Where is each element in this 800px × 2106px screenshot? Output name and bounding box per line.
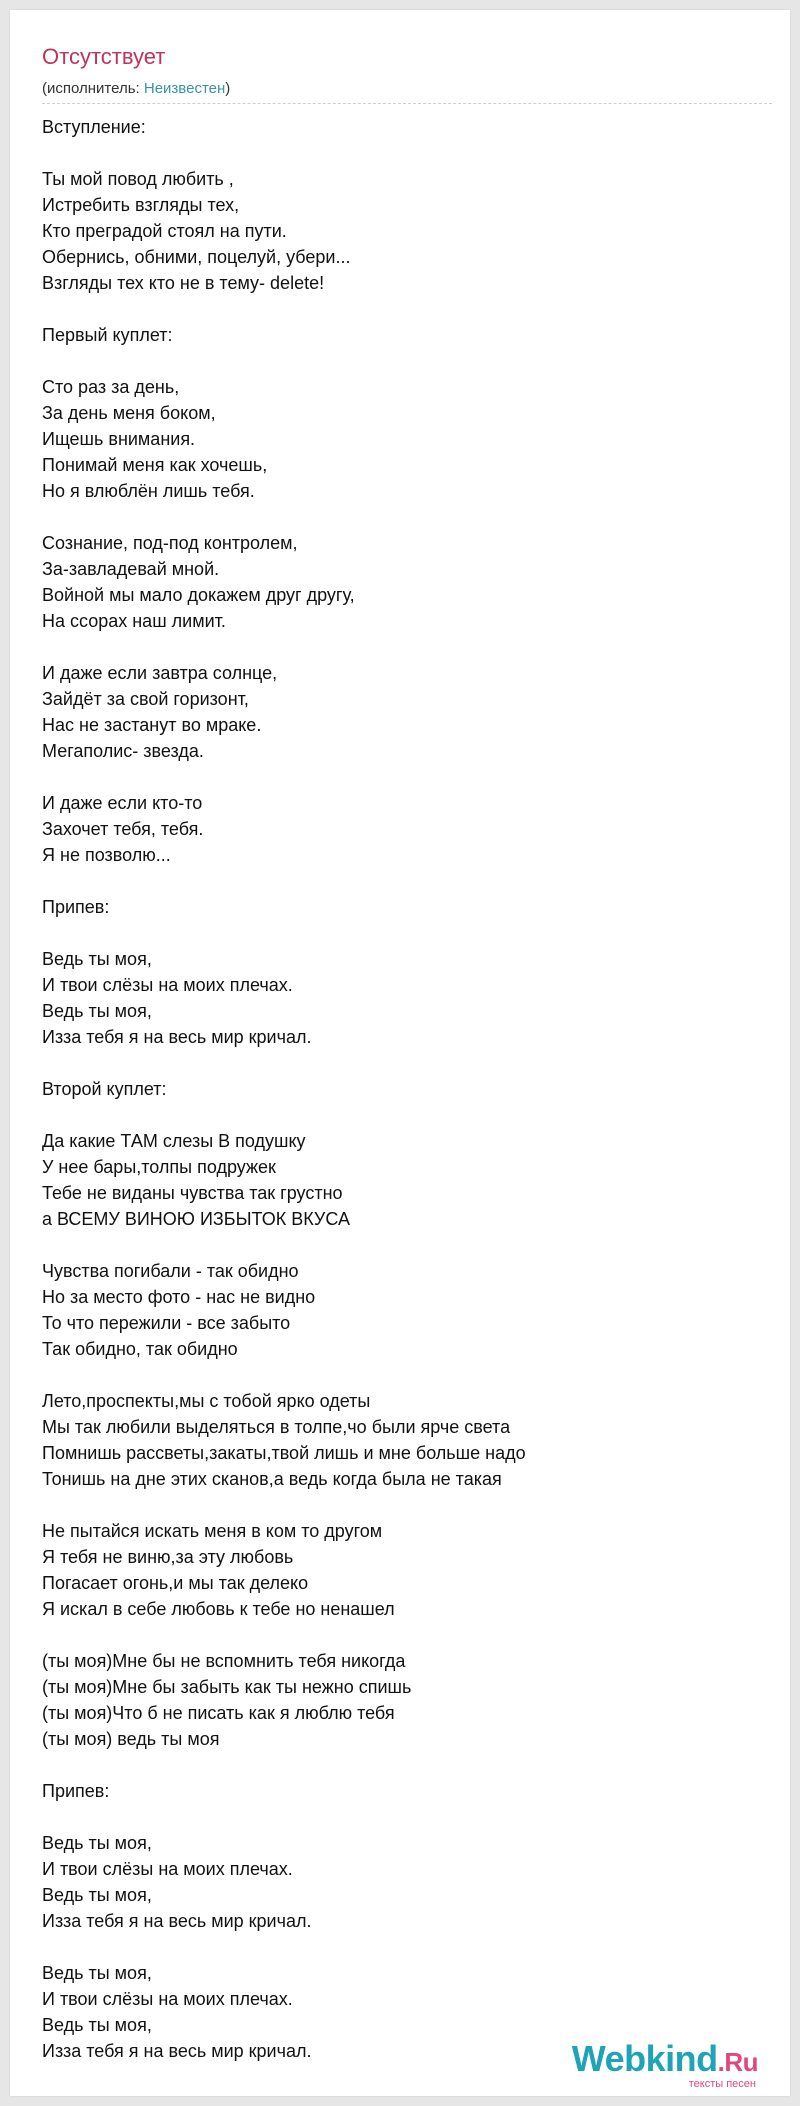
lyric-line: Да какие ТАМ слезы В подушку xyxy=(42,1131,306,1151)
lyric-line: Лето,проспекты,мы с тобой ярко одеты xyxy=(42,1391,371,1411)
lyric-line: И твои слёзы на моих плечах. xyxy=(42,975,293,995)
lyric-line: Ведь ты моя, xyxy=(42,1001,152,1021)
lyric-line: Помнишь рассветы,закаты,твой лишь и мне больше надо xyxy=(42,1443,526,1463)
lyric-blank-line xyxy=(42,504,772,530)
logo-name: Webkind xyxy=(571,2038,718,2079)
lyric-blank-line xyxy=(42,1102,772,1128)
lyric-line: Чувства погибали - так обидно xyxy=(42,1261,299,1281)
lyric-line: Понимай меня как хочешь, xyxy=(42,455,268,475)
lyric-line: Зайдёт за свой горизонт, xyxy=(42,689,249,709)
lyric-line: Сто раз за день, xyxy=(42,377,180,397)
lyric-line: Я искал в себе любовь к тебе но ненашел xyxy=(42,1599,395,1619)
lyric-blank-line xyxy=(42,764,772,790)
lyric-blank-line xyxy=(42,1492,772,1518)
lyric-line: То что пережили - все забыто xyxy=(42,1313,291,1333)
lyric-line: Первый куплет: xyxy=(42,325,173,345)
lyric-line: (ты моя) ведь ты моя xyxy=(42,1729,220,1749)
lyric-line: Ты мой повод любить , xyxy=(42,169,234,189)
artist-link[interactable]: Неизвестен xyxy=(143,80,226,97)
logo-tagline: тексты песен xyxy=(688,2078,756,2090)
lyric-blank-line xyxy=(42,868,772,894)
lyric-line: Я тебя не виню,за эту любовь xyxy=(42,1547,294,1567)
lyric-line: Ведь ты моя, xyxy=(42,949,152,969)
lyric-blank-line xyxy=(42,1752,772,1778)
lyric-line: Но я влюблён лишь тебя. xyxy=(42,481,255,501)
lyric-line: Ведь ты моя, xyxy=(42,2015,152,2035)
lyric-line: Вступление: xyxy=(42,117,146,137)
lyric-blank-line xyxy=(42,296,772,322)
lyric-line: (ты моя)Что б не писать как я люблю тебя xyxy=(42,1703,395,1723)
lyric-line: Ведь ты моя, xyxy=(42,1833,152,1853)
site-logo[interactable] xyxy=(572,2040,758,2090)
lyric-line: Я не позволю... xyxy=(42,845,171,865)
lyric-blank-line xyxy=(42,1232,772,1258)
lyric-line: И твои слёзы на моих плечах. xyxy=(42,1859,293,1879)
lyrics-text xyxy=(42,114,772,2064)
lyric-line: За-завладевай мной. xyxy=(42,559,220,579)
lyric-blank-line xyxy=(42,1622,772,1648)
lyric-line: Второй куплет: xyxy=(42,1079,167,1099)
lyric-line: Ведь ты моя, xyxy=(42,1963,152,1983)
lyric-line: Взгляды тех кто не в тему- delete! xyxy=(42,273,325,293)
lyrics-card xyxy=(10,10,790,2096)
lyric-line: Изза тебя я на весь мир кричал. xyxy=(42,2041,312,2061)
lyric-line: Изза тебя я на весь мир кричал. xyxy=(42,1027,312,1047)
lyric-line: Не пытайся искать меня в ком то другом xyxy=(42,1521,383,1541)
lyric-line: Захочет тебя, тебя. xyxy=(42,819,204,839)
lyric-line: Сознание, под-под контролем, xyxy=(42,533,298,553)
lyric-line: Ведь ты моя, xyxy=(42,1885,152,1905)
lyric-blank-line xyxy=(42,1050,772,1076)
lyric-line: Изза тебя я на весь мир кричал. xyxy=(42,1911,312,1931)
lyric-line: И даже если кто-то xyxy=(42,793,203,813)
lyric-line: Так обидно, так обидно xyxy=(42,1339,238,1359)
lyric-line: Тонишь на дне этих сканов,а ведь когда была не такая xyxy=(42,1469,502,1489)
lyric-line: Истребить взгляды тех, xyxy=(42,195,240,215)
logo-wordmark xyxy=(572,2040,758,2081)
artist-line xyxy=(42,80,230,98)
lyric-line: Припев: xyxy=(42,1781,110,1801)
lyric-line: Но за место фото - нас не видно xyxy=(42,1287,316,1307)
lyric-blank-line xyxy=(42,634,772,660)
lyric-line: Войной мы мало докажем друг другу, xyxy=(42,585,355,605)
lyric-line: (ты моя)Мне бы забыть как ты нежно спишь xyxy=(42,1677,412,1697)
lyric-blank-line xyxy=(42,1362,772,1388)
lyric-line: И даже если завтра солнце, xyxy=(42,663,278,683)
artist-suffix: ) xyxy=(225,80,231,97)
lyric-blank-line xyxy=(42,1804,772,1830)
lyric-line: И твои слёзы на моих плечах. xyxy=(42,1989,293,2009)
lyric-line: а ВСЕМУ ВИНОЮ ИЗБЫТОК ВКУСА xyxy=(42,1209,350,1229)
lyric-line: Погасает огонь,и мы так делеко xyxy=(42,1573,309,1593)
lyric-line: Мы так любили выделяться в толпе,чо были ярче света xyxy=(42,1417,511,1437)
lyric-line: Кто преградой стоял на пути. xyxy=(42,221,287,241)
lyric-line: На ссорах наш лимит. xyxy=(42,611,226,631)
lyric-blank-line xyxy=(42,1934,772,1960)
artist-prefix: (исполнитель: xyxy=(42,80,144,97)
lyric-line: (ты моя)Мне бы не вспомнить тебя никогда xyxy=(42,1651,406,1671)
lyric-blank-line xyxy=(42,140,772,166)
title-divider xyxy=(42,103,772,104)
lyric-line: Обернись, обними, поцелуй, убери... xyxy=(42,247,351,267)
lyric-line: У нее бары,толпы подружек xyxy=(42,1157,276,1177)
lyric-line: За день меня боком, xyxy=(42,403,216,423)
lyric-line: Нас не застанут во мраке. xyxy=(42,715,262,735)
lyric-blank-line xyxy=(42,920,772,946)
lyric-blank-line xyxy=(42,348,772,374)
lyric-line: Ищешь внимания. xyxy=(42,429,196,449)
logo-tld: .Ru xyxy=(717,2047,758,2077)
lyric-line: Тебе не виданы чувства так грустно xyxy=(42,1183,343,1203)
song-title: Отсутствует xyxy=(42,44,166,69)
lyric-line: Мегаполис- звезда. xyxy=(42,741,204,761)
lyric-line: Припев: xyxy=(42,897,110,917)
